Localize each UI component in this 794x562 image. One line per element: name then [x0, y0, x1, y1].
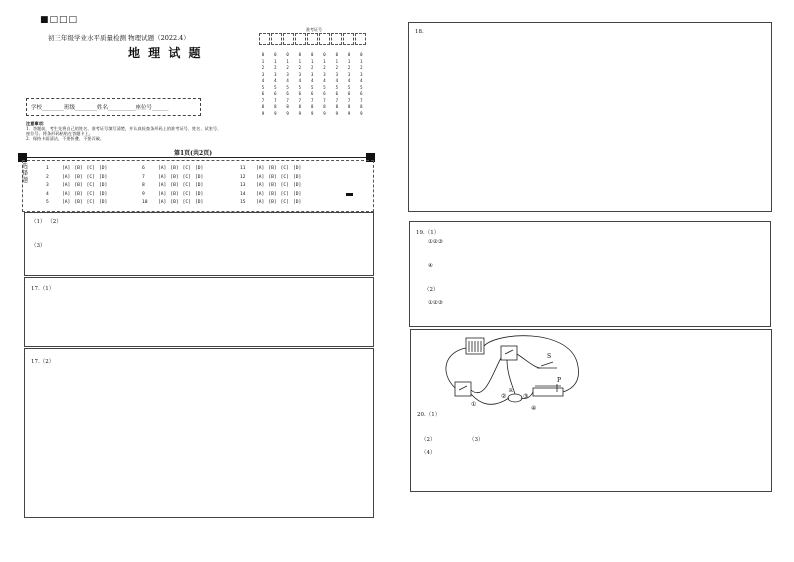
- mc-option-bubble[interactable]: [A]: [256, 200, 265, 206]
- id-bubble[interactable]: 4: [335, 78, 338, 83]
- mc-option-bubble[interactable]: [D]: [292, 200, 302, 206]
- id-bubble-grid[interactable]: [259, 52, 374, 120]
- mc-option-bubble[interactable]: [D]: [98, 191, 108, 197]
- id-bubble[interactable]: 3: [286, 71, 289, 77]
- zkh-label: 准考证号: [306, 27, 322, 32]
- q19-label: 19.（1）: [416, 230, 440, 236]
- mc-option-bubble[interactable]: [A]: [62, 200, 71, 206]
- id-bubble[interactable]: 1: [274, 58, 277, 64]
- id-bubble[interactable]: 9: [347, 110, 351, 116]
- id-cell[interactable]: [319, 33, 330, 45]
- mc-option-bubble[interactable]: [D]: [292, 166, 302, 171]
- id-bubble[interactable]: 0: [261, 52, 265, 57]
- id-bubble[interactable]: 6: [274, 91, 277, 96]
- q20-sub-2: （2）: [421, 437, 436, 443]
- mc-option-bubble[interactable]: [A]: [158, 174, 167, 180]
- q17a-label: 17.（1）: [31, 286, 55, 292]
- id-bubble[interactable]: 8: [310, 104, 314, 109]
- mc-option-bubble[interactable]: [C]: [86, 174, 95, 180]
- mc-option-bubble[interactable]: [D]: [292, 183, 302, 189]
- mc-option-bubble[interactable]: [D]: [194, 174, 204, 180]
- id-bubble[interactable]: 5: [347, 84, 351, 90]
- id-bubble[interactable]: 0: [323, 52, 326, 57]
- notes-line: 1．答题前，考生先将自己的姓名、准考证号填写清楚，并认真检查条形码上的准考证号、姓名、试室号、: [26, 126, 222, 131]
- id-bubble[interactable]: 7: [274, 97, 277, 103]
- mc-question-row: [240, 166, 305, 171]
- id-bubble[interactable]: 2: [286, 65, 289, 70]
- mc-question-row: [240, 183, 305, 188]
- mc-option-bubble[interactable]: [B]: [268, 200, 277, 206]
- id-bubble[interactable]: 6: [323, 91, 326, 96]
- mc-question-number: 12: [240, 174, 246, 180]
- id-bubble[interactable]: 7: [310, 97, 314, 103]
- id-bubble[interactable]: 9: [298, 110, 302, 116]
- id-bubble[interactable]: 0: [274, 52, 277, 57]
- id-bubble-column[interactable]: [296, 52, 304, 117]
- mc-option-bubble[interactable]: [C]: [86, 183, 95, 189]
- id-bubble[interactable]: 0: [347, 52, 351, 57]
- mc-mark: [346, 193, 353, 196]
- id-bubble[interactable]: 3: [274, 71, 277, 77]
- mc-option-bubble[interactable]: [B]: [268, 191, 277, 197]
- id-bubble-column[interactable]: [333, 52, 341, 117]
- notes-line: 座位号。将条形码粘贴在答题卡上。: [26, 131, 94, 136]
- id-bubble-column[interactable]: [271, 52, 279, 117]
- id-bubble[interactable]: 1: [286, 58, 289, 64]
- id-bubble[interactable]: 3: [335, 71, 338, 77]
- mc-question-row: [240, 200, 305, 205]
- id-bubble[interactable]: 7: [323, 97, 326, 103]
- id-bubble[interactable]: 1: [323, 58, 326, 64]
- id-bubble[interactable]: 8: [298, 104, 302, 109]
- id-bubble[interactable]: 2: [335, 65, 338, 70]
- id-bubble[interactable]: 2: [310, 65, 314, 70]
- mc-question-number: 13: [240, 183, 246, 189]
- id-bubble[interactable]: 2: [261, 65, 265, 70]
- id-bubble[interactable]: 7: [298, 97, 302, 103]
- id-bubble[interactable]: 7: [335, 97, 338, 103]
- mc-option-bubble[interactable]: [A]: [256, 174, 265, 180]
- mc-option-bubble[interactable]: [B]: [74, 191, 83, 197]
- id-bubble[interactable]: 9: [335, 110, 338, 116]
- id-bubble[interactable]: 4: [261, 78, 265, 83]
- mc-option-bubble[interactable]: [D]: [98, 183, 108, 189]
- mc-question-number: 1: [46, 166, 49, 171]
- id-cell[interactable]: [307, 33, 318, 45]
- mc-question-number: 8: [142, 183, 145, 189]
- mc-option-bubble[interactable]: [B]: [170, 174, 179, 180]
- id-bubble[interactable]: 9: [323, 110, 326, 116]
- mc-question-number: 4: [46, 191, 49, 197]
- mc-option-bubble[interactable]: [A]: [158, 183, 167, 189]
- mc-option-bubble[interactable]: [B]: [74, 174, 83, 180]
- id-bubble[interactable]: 4: [298, 78, 302, 83]
- notes-title: 注意事项：: [26, 121, 47, 126]
- mc-option-bubble[interactable]: [B]: [170, 166, 179, 171]
- id-bubble[interactable]: 1: [261, 58, 265, 64]
- exam-title: 地 理 试 题: [128, 46, 203, 60]
- mc-question-row: [46, 200, 111, 205]
- id-bubble[interactable]: 6: [261, 91, 265, 96]
- mc-option-bubble[interactable]: [A]: [158, 191, 167, 197]
- exam-subtitle: 初三年级学业水平质量检测 物理试题（2022.4）: [48, 34, 190, 42]
- mc-option-bubble[interactable]: [B]: [268, 166, 277, 171]
- id-bubble-column[interactable]: [308, 52, 316, 117]
- answer-box-18[interactable]: [408, 22, 772, 212]
- id-bubble[interactable]: 3: [323, 71, 326, 77]
- mc-option-bubble[interactable]: [D]: [98, 174, 108, 180]
- mc-option-bubble[interactable]: [A]: [62, 174, 71, 180]
- id-bubble[interactable]: 8: [286, 104, 289, 109]
- mc-option-bubble[interactable]: [D]: [292, 191, 302, 197]
- mc-option-bubble[interactable]: [C]: [280, 174, 289, 180]
- mc-option-bubble[interactable]: [D]: [194, 191, 204, 197]
- mc-option-bubble[interactable]: [A]: [158, 200, 167, 206]
- mc-option-bubble[interactable]: [C]: [86, 166, 95, 171]
- mc-answer-area[interactable]: [46, 166, 366, 210]
- student-info-line[interactable]: 学校________班级________姓名__________座位号______: [31, 105, 169, 111]
- id-bubble[interactable]: 9: [261, 110, 265, 116]
- student-info-box: [26, 98, 201, 116]
- id-bubble[interactable]: 5: [286, 84, 289, 90]
- mc-question-number: 5: [46, 200, 49, 206]
- mc-option-bubble[interactable]: [C]: [280, 166, 289, 171]
- rheostat-label: P: [557, 377, 562, 384]
- id-bubble-column[interactable]: [357, 52, 365, 117]
- mc-question-row: [142, 192, 207, 197]
- mc-question-number: 14: [240, 191, 246, 197]
- mc-question-row: [142, 200, 207, 205]
- id-bubble[interactable]: 6: [335, 91, 338, 96]
- id-entry-row[interactable]: [259, 33, 374, 45]
- mc-option-bubble[interactable]: [B]: [74, 166, 83, 171]
- mc-option-bubble[interactable]: [B]: [170, 191, 179, 197]
- mc-option-bubble[interactable]: [D]: [98, 200, 108, 206]
- id-cell[interactable]: [343, 33, 354, 45]
- mc-question-number: 9: [142, 191, 145, 197]
- id-bubble[interactable]: 2: [347, 65, 351, 70]
- id-bubble[interactable]: 3: [347, 71, 351, 77]
- id-bubble[interactable]: 3: [261, 71, 265, 77]
- mc-question-row: [142, 166, 207, 171]
- id-bubble[interactable]: 4: [274, 78, 277, 83]
- mc-option-bubble[interactable]: [C]: [182, 174, 191, 180]
- id-bubble[interactable]: 0: [298, 52, 302, 57]
- mc-question-row: [46, 183, 111, 188]
- mc-option-bubble[interactable]: [B]: [170, 200, 179, 206]
- id-bubble[interactable]: 4: [310, 78, 314, 83]
- id-bubble[interactable]: 9: [286, 110, 289, 116]
- mc-question-row: [46, 175, 111, 180]
- id-bubble[interactable]: 6: [298, 91, 302, 96]
- mc-option-bubble[interactable]: [C]: [280, 200, 289, 206]
- mc-question-row: [142, 175, 207, 180]
- mc-option-bubble[interactable]: [C]: [86, 200, 95, 206]
- id-bubble[interactable]: 7: [261, 97, 265, 103]
- id-bubble[interactable]: 8: [360, 104, 363, 109]
- id-bubble[interactable]: 2: [274, 65, 277, 70]
- mc-option-bubble[interactable]: [A]: [62, 166, 71, 171]
- voltmeter-icon: [501, 346, 517, 360]
- mc-question-row: [142, 183, 207, 188]
- q20-sub-3: （3）: [469, 437, 484, 443]
- resistor-label: R: [509, 388, 513, 394]
- mc-option-bubble[interactable]: [D]: [292, 174, 302, 180]
- id-bubble[interactable]: 7: [347, 97, 351, 103]
- mc-question-number: 15: [240, 200, 246, 206]
- id-bubble[interactable]: 2: [360, 65, 363, 70]
- id-bubble-column[interactable]: [284, 52, 292, 117]
- id-cell[interactable]: [331, 33, 342, 45]
- answer-box-17a[interactable]: [24, 277, 374, 347]
- q19-sub-d: ①②③: [428, 300, 443, 306]
- mc-option-bubble[interactable]: [C]: [182, 166, 191, 171]
- id-cell[interactable]: [355, 33, 366, 45]
- id-cell[interactable]: [271, 33, 282, 45]
- id-bubble[interactable]: 4: [360, 78, 363, 83]
- answer-box-17b[interactable]: [24, 348, 374, 518]
- id-bubble[interactable]: 6: [347, 91, 351, 96]
- id-bubble[interactable]: 5: [274, 84, 277, 90]
- circ-label-4: ④: [531, 405, 537, 412]
- id-bubble[interactable]: 0: [335, 52, 338, 57]
- id-bubble[interactable]: 7: [286, 97, 289, 103]
- id-bubble-column[interactable]: [259, 52, 267, 117]
- mc-option-bubble[interactable]: [D]: [194, 200, 204, 206]
- id-bubble[interactable]: 5: [360, 84, 363, 90]
- id-bubble[interactable]: 8: [323, 104, 326, 109]
- mc-option-bubble[interactable]: [A]: [256, 166, 265, 171]
- id-bubble[interactable]: 5: [298, 84, 302, 90]
- mc-question-number: 11: [240, 166, 246, 171]
- switch-icon: [541, 362, 553, 366]
- mc-question-number: 6: [142, 166, 145, 171]
- id-bubble[interactable]: 1: [347, 58, 351, 64]
- mc-option-bubble[interactable]: [A]: [256, 183, 265, 189]
- mc-question-number: 7: [142, 174, 145, 180]
- id-bubble-column[interactable]: [321, 52, 329, 117]
- id-bubble[interactable]: 3: [298, 71, 302, 77]
- id-bubble[interactable]: 1: [298, 58, 302, 64]
- circuit-diagram: [437, 332, 587, 416]
- mc-option-bubble[interactable]: [A]: [158, 166, 167, 171]
- id-bubble[interactable]: 7: [360, 97, 363, 103]
- id-bubble[interactable]: 9: [360, 110, 363, 116]
- id-bubble[interactable]: 5: [261, 84, 265, 90]
- rheostat-icon: [533, 388, 563, 396]
- id-bubble[interactable]: 1: [310, 58, 314, 64]
- mc-question-row: [240, 175, 305, 180]
- id-bubble[interactable]: 3: [360, 71, 363, 77]
- mc-option-bubble[interactable]: [D]: [194, 183, 204, 189]
- switch-label: S: [547, 353, 552, 360]
- mc-question-row: [240, 192, 305, 197]
- mc-option-bubble[interactable]: [D]: [194, 166, 204, 171]
- circ-label-2: ②: [501, 393, 507, 400]
- circ-label-1: ①: [471, 401, 477, 408]
- answer-box-20[interactable]: [410, 329, 772, 492]
- page-rule: [27, 157, 366, 158]
- mc-option-bubble[interactable]: [A]: [62, 191, 71, 197]
- q19-sub-a: ①②③: [428, 239, 443, 245]
- mc-option-bubble[interactable]: [B]: [74, 183, 83, 189]
- id-bubble[interactable]: 6: [310, 91, 314, 96]
- id-bubble[interactable]: 2: [323, 65, 326, 70]
- id-bubble[interactable]: 0: [310, 52, 314, 57]
- mc-option-bubble[interactable]: [A]: [256, 191, 265, 197]
- id-bubble[interactable]: 2: [298, 65, 302, 70]
- mc-section-label: 选择题: [22, 163, 29, 184]
- mc-option-bubble[interactable]: [C]: [182, 200, 191, 206]
- mc-question-number: 2: [46, 174, 49, 180]
- notes-line: 2．保持卡面清洁，不要折叠、不要弄破。: [26, 136, 105, 141]
- mc-option-bubble[interactable]: [B]: [170, 183, 179, 189]
- id-bubble[interactable]: 8: [335, 104, 338, 109]
- mc-option-bubble[interactable]: [B]: [268, 183, 277, 189]
- id-bubble-column[interactable]: [345, 52, 353, 117]
- mc-option-bubble[interactable]: [C]: [86, 191, 95, 197]
- mc-option-bubble[interactable]: [C]: [280, 191, 289, 197]
- mc-option-bubble[interactable]: [B]: [268, 174, 277, 180]
- mc-option-bubble[interactable]: [A]: [62, 183, 71, 189]
- answer-box-16[interactable]: [24, 212, 374, 276]
- id-cell[interactable]: [259, 33, 270, 45]
- q20-label: 20.（1）: [417, 412, 441, 418]
- q16-label-a: （1） （2）: [31, 219, 62, 225]
- q19-sub-b: ④: [428, 263, 433, 269]
- id-bubble[interactable]: 4: [323, 78, 326, 83]
- mc-option-bubble[interactable]: [C]: [280, 183, 289, 189]
- circ-label-3: ③: [523, 393, 529, 400]
- mc-question-row: [46, 192, 111, 197]
- mc-question-row: [46, 166, 111, 171]
- q17b-label: 17.（2）: [31, 359, 55, 365]
- answer-box-19[interactable]: [409, 221, 771, 327]
- id-bubble[interactable]: 5: [323, 84, 326, 90]
- mc-question-number: 10: [142, 200, 148, 206]
- id-cell[interactable]: [283, 33, 294, 45]
- id-bubble[interactable]: 1: [335, 58, 338, 64]
- id-cell[interactable]: [295, 33, 306, 45]
- q19-sub-c: （2）: [424, 287, 439, 293]
- corner-marks: ■□□□: [40, 15, 79, 25]
- id-bubble[interactable]: 5: [310, 84, 314, 90]
- mc-option-bubble[interactable]: [C]: [182, 183, 191, 189]
- id-bubble[interactable]: 1: [360, 58, 363, 64]
- id-bubble[interactable]: 0: [286, 52, 289, 57]
- id-bubble[interactable]: 5: [335, 84, 338, 90]
- id-bubble[interactable]: 9: [310, 110, 314, 116]
- mc-option-bubble[interactable]: [D]: [98, 166, 108, 171]
- ammeter-icon: [455, 382, 471, 396]
- resistor-icon: [508, 394, 522, 402]
- page-label: 第1页(共2页): [174, 150, 213, 157]
- id-bubble[interactable]: 4: [286, 78, 289, 83]
- id-bubble[interactable]: 4: [347, 78, 351, 83]
- id-bubble[interactable]: 8: [347, 104, 351, 109]
- mc-question-number: 3: [46, 183, 49, 189]
- mc-option-bubble[interactable]: [C]: [182, 191, 191, 197]
- q18-label: 18.: [415, 29, 424, 35]
- notes-block: [26, 121, 366, 141]
- id-bubble[interactable]: 8: [274, 104, 277, 109]
- q16-label-b: （3）: [31, 243, 46, 249]
- id-bubble[interactable]: 0: [360, 52, 363, 57]
- id-bubble[interactable]: 6: [286, 91, 289, 96]
- id-bubble[interactable]: 3: [310, 71, 314, 77]
- id-bubble[interactable]: 9: [274, 110, 277, 116]
- id-bubble[interactable]: 6: [360, 91, 363, 96]
- mc-option-bubble[interactable]: [B]: [74, 200, 83, 206]
- q20-sub-4: （4）: [421, 450, 436, 456]
- id-bubble[interactable]: 8: [261, 104, 265, 109]
